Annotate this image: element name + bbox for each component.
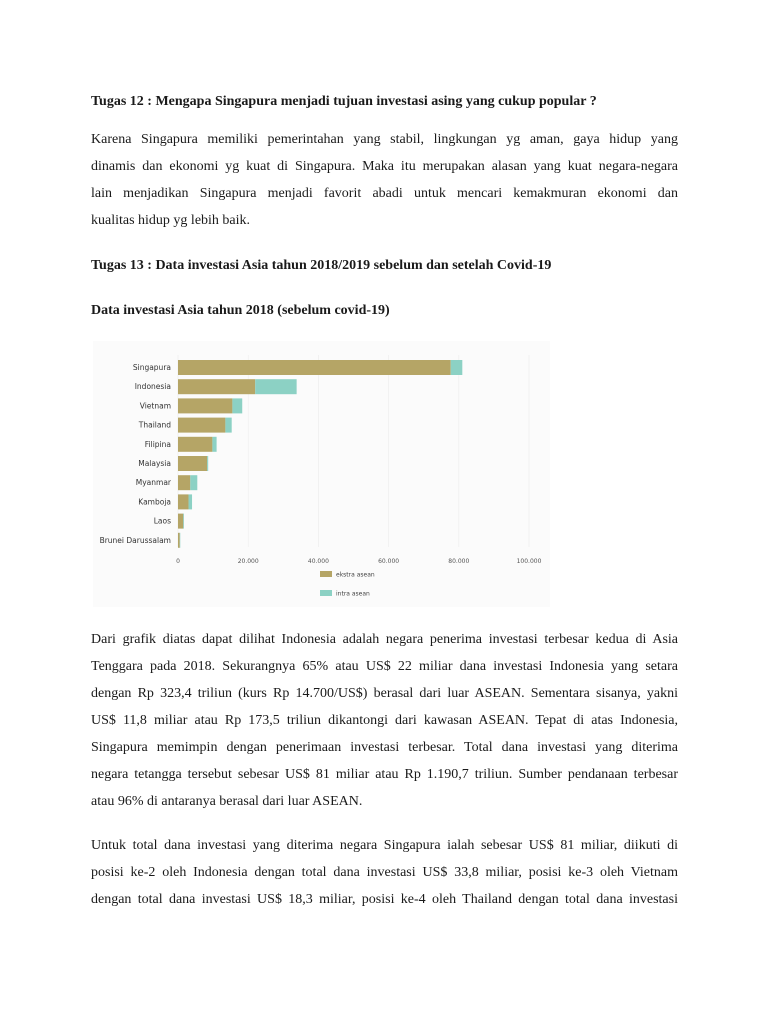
bar-intra-asean (212, 437, 216, 452)
x-tick-label: 60.000 (378, 558, 400, 565)
paragraph-ranking (91, 832, 678, 913)
bar-intra-asean (207, 456, 208, 471)
category-label: Laos (153, 516, 171, 526)
legend-label: ekstra asean (336, 571, 375, 579)
paragraph-line: Tenggara pada 2018. Sekurangnya 65% atau US$ 22 miliar dana investasi Indonesia yang setara (91, 659, 678, 674)
paragraph-line: Singapura memimpin dengan penerimaan investasi terbesar. Total dana investasi yang diterima (91, 740, 678, 755)
category-label: Myanmar (135, 478, 171, 488)
x-tick-label: 100.000 (516, 558, 542, 565)
paragraph-line: dengan Rp 323,4 triliun (kurs Rp 14.700/US$) berasal dari luar ASEAN. Sementara sisanya, yakni (91, 686, 678, 701)
investment-bar-chart (93, 341, 550, 607)
bar-ekstra-asean (178, 494, 189, 509)
tugas12-heading: Tugas 12 : Mengapa Singapura menjadi tujuan investasi asing yang cukup popular ? (91, 94, 597, 109)
tugas12-line: kualitas hidup yg lebih baik. (91, 213, 251, 228)
paragraph-line: US$ 11,8 miliar atau Rp 173,5 triliun dikantongi dari kawasan ASEAN. Tepat di atas Indonesia, (91, 713, 678, 728)
tugas12-line: dinamis dan ekonomi yg kuat di Singapura. Maka itu merupakan alasan yang kuat negara-negara (91, 159, 678, 174)
x-tick-label: 40.000 (307, 558, 329, 565)
legend-swatch (320, 590, 332, 596)
bar-intra-asean (183, 514, 184, 529)
x-tick-label: 20.000 (237, 558, 259, 565)
x-tick-label: 80.000 (448, 558, 470, 565)
category-label: Indonesia (134, 382, 171, 392)
tugas12-answer (91, 126, 678, 234)
paragraph-line: atau 96% di antaranya berasal dari luar ASEAN. (91, 794, 363, 809)
bar-intra-asean (255, 379, 296, 394)
bar-ekstra-asean (178, 418, 225, 433)
bar-intra-asean (189, 494, 193, 509)
bar-intra-asean (225, 418, 231, 433)
x-tick-label: 0 (176, 558, 180, 565)
category-label: Singapura (132, 363, 171, 372)
category-label: Filipina (144, 439, 171, 449)
category-label: Vietnam (139, 401, 171, 411)
bar-intra-asean (180, 533, 181, 548)
paragraph-line: posisi ke-2 oleh Indonesia dengan total dana investasi US$ 33,8 miliar, posisi ke-3 oleh Vietnam (91, 865, 678, 880)
chart-section-title: Data investasi Asia tahun 2018 (sebelum covid-19) (91, 303, 390, 318)
legend-label: intra asean (336, 590, 370, 598)
bar-ekstra-asean (178, 456, 207, 471)
bar-intra-asean (451, 360, 463, 375)
tugas12-line: Karena Singapura memiliki pemerintahan yang stabil, lingkungan yg aman, gaya hidup yang (91, 132, 678, 147)
bar-ekstra-asean (178, 398, 232, 413)
category-label: Malaysia (138, 459, 171, 468)
bar-ekstra-asean (178, 360, 451, 375)
chart-svg (93, 341, 550, 607)
tugas13-heading: Tugas 13 : Data investasi Asia tahun 2018/2019 sebelum dan setelah Covid-19 (91, 258, 552, 273)
legend-swatch (320, 571, 332, 577)
paragraph-line: dengan total dana investasi US$ 18,3 miliar, posisi ke-4 oleh Thailand dengan total dana investasi (91, 892, 678, 907)
category-label: Thailand (138, 420, 171, 430)
bar-ekstra-asean (178, 379, 255, 394)
category-label: Kamboja (138, 497, 171, 507)
paragraph-line: Dari grafik diatas dapat dilihat Indonesia adalah negara penerima investasi terbesar kedua di Asia (91, 632, 678, 647)
bar-ekstra-asean (178, 533, 180, 548)
paragraph-line: Untuk total dana investasi yang diterima negara Singapura ialah sebesar US$ 81 miliar, diikuti di (91, 838, 678, 853)
bar-intra-asean (190, 475, 197, 490)
paragraph-analysis (91, 626, 678, 815)
bar-ekstra-asean (178, 475, 190, 490)
paragraph-line: negara tetangga tersebut sebesar US$ 81 miliar atau Rp 1.190,7 triliun. Sumber pendanaan terbesar (91, 767, 678, 782)
category-label: Brunei Darussalam (99, 535, 171, 545)
bar-ekstra-asean (178, 514, 183, 529)
bar-ekstra-asean (178, 437, 212, 452)
bar-intra-asean (232, 398, 242, 413)
tugas12-line: lain menjadikan Singapura menjadi favorit abadi untuk mencari kemakmuran ekonomi dan (91, 186, 678, 201)
